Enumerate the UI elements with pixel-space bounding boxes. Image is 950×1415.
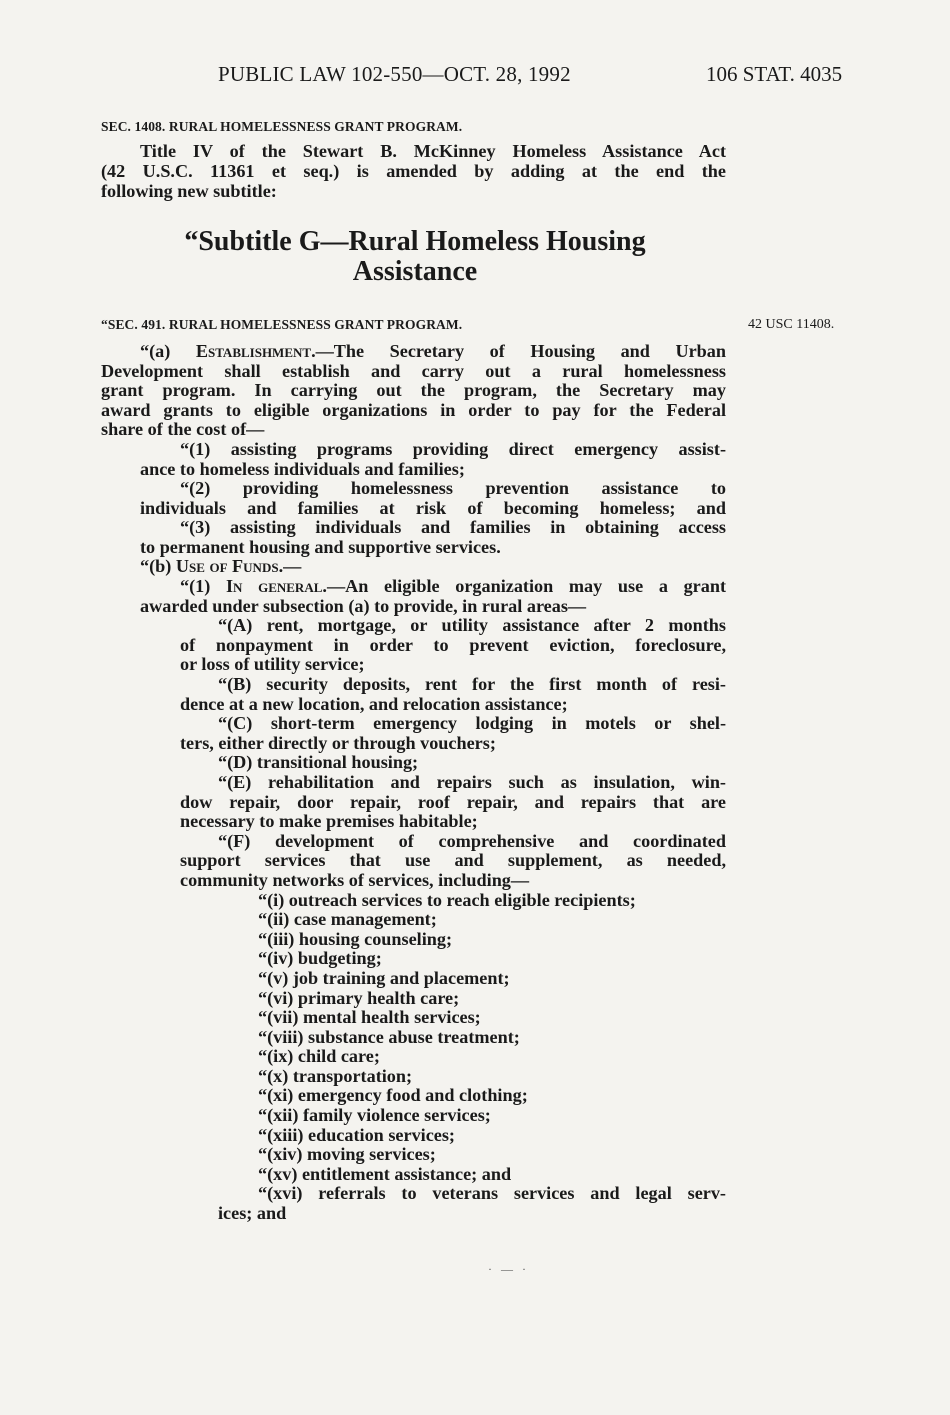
- item-xiv: “(xiv) moving services;: [258, 1144, 436, 1164]
- paragraph-b1-line-2: awarded under subsection (a) to provide, in rural areas—: [140, 596, 587, 616]
- item-v: “(v) job training and placement;: [258, 968, 510, 988]
- paragraph-2-line-1: “(2) providing homelessness prevention assistance to: [180, 478, 726, 498]
- paragraph-1-line-1: “(1) assisting programs providing direct emergency assist-: [180, 439, 726, 459]
- item-ii: “(ii) case management;: [258, 909, 437, 929]
- item-iv: “(iv) budgeting;: [258, 948, 382, 968]
- margin-citation: 42 USC 11408.: [748, 317, 835, 332]
- section-491-heading: “SEC. 491. RURAL HOMELESSNESS GRANT PROGRAM.: [101, 317, 463, 332]
- clause-F-line-2: support services that use and supplement, as needed,: [180, 850, 726, 870]
- paragraph-3-line-2: to permanent housing and supportive services.: [140, 537, 501, 557]
- item-x: “(x) transportation;: [258, 1066, 413, 1086]
- clause-D: “(D) transitional housing;: [218, 752, 419, 772]
- clause-B-line-1: “(B) security deposits, rent for the first month of resi-: [218, 674, 726, 694]
- clause-E-line-1: “(E) rehabilitation and repairs such as insulation, win-: [218, 772, 726, 792]
- paragraph-2-line-2: individuals and families at risk of becoming homeless; and: [140, 498, 726, 518]
- paragraph-1-line-2: ance to homeless individuals and families;: [140, 459, 465, 479]
- item-xv: “(xv) entitlement assistance; and: [258, 1164, 512, 1184]
- item-xiii: “(xiii) education services;: [258, 1125, 455, 1145]
- clause-A-line-1: “(A) rent, mortgage, or utility assistance after 2 months: [218, 615, 726, 635]
- paragraph-b1-line-1: “(1) In general.—An eligible organization may use a grant: [180, 576, 727, 596]
- subsection-a-caption: Establishment: [195, 341, 312, 361]
- clause-E-line-2: dow repair, door repair, roof repair, and repairs that are: [180, 792, 726, 812]
- subsection-a-line-3: grant program. In carrying out the program, the Secretary may: [101, 380, 726, 400]
- subsection-a-line-1: “(a) Establishment.—The Secretary of Housing and Urban: [140, 341, 726, 361]
- item-xvi-line-2: ices; and: [218, 1203, 287, 1223]
- clause-F-line-1: “(F) development of comprehensive and coordinated: [218, 831, 726, 851]
- section-1408-line-2: (42 U.S.C. 11361 et seq.) is amended by adding at the end the: [101, 161, 726, 181]
- running-header-left: PUBLIC LAW 102-550—OCT. 28, 1992: [218, 62, 571, 86]
- subsection-b-caption: Use of Funds: [175, 556, 279, 576]
- clause-B-line-2: dence at a new location, and relocation assistance;: [180, 694, 568, 714]
- paragraph-3-line-1: “(3) assisting individuals and families in obtaining access: [180, 517, 726, 537]
- clause-A-line-3: or loss of utility service;: [180, 654, 365, 674]
- item-ix: “(ix) child care;: [258, 1046, 380, 1066]
- item-vi: “(vi) primary health care;: [258, 988, 460, 1008]
- clause-E-line-3: necessary to make premises habitable;: [180, 811, 478, 831]
- clause-F-line-3: community networks of services, including—: [180, 870, 530, 890]
- item-vii: “(vii) mental health services;: [258, 1007, 481, 1027]
- subtitle-heading-line-1: “Subtitle G—Rural Homeless Housing: [184, 226, 646, 257]
- section-1408-line-1: Title IV of the Stewart B. McKinney Homeless Assistance Act: [140, 141, 726, 161]
- section-1408-line-3: following new subtitle:: [101, 181, 277, 201]
- clause-C-line-2: ters, either directly or through vouchers;: [180, 733, 496, 753]
- subsection-a-line-5: share of the cost of—: [101, 419, 265, 439]
- scan-mark: · — ·: [488, 1262, 529, 1276]
- running-header-right: 106 STAT. 4035: [706, 62, 843, 86]
- item-xi: “(xi) emergency food and clothing;: [258, 1085, 528, 1105]
- item-xvi-line-1: “(xvi) referrals to veterans services and legal serv-: [258, 1183, 726, 1203]
- clause-C-line-1: “(C) short-term emergency lodging in motels or shel-: [218, 713, 726, 733]
- section-1408-heading: SEC. 1408. RURAL HOMELESSNESS GRANT PROGRAM.: [101, 119, 463, 134]
- subsection-a-line-2: Development shall establish and carry out a rural homelessness: [101, 361, 726, 381]
- item-xii: “(xii) family violence services;: [258, 1105, 491, 1125]
- subsection-b-heading: “(b) Use of Funds.—: [140, 556, 302, 576]
- item-i: “(i) outreach services to reach eligible recipients;: [258, 890, 636, 910]
- item-iii: “(iii) housing counseling;: [258, 929, 453, 949]
- clause-A-line-2: of nonpayment in order to prevent eviction, foreclosure,: [180, 635, 726, 655]
- subsection-a-line-4: award grants to eligible organizations in order to pay for the Federal: [101, 400, 726, 420]
- paragraph-b1-caption: In general: [225, 576, 323, 596]
- subtitle-heading-line-2: Assistance: [352, 256, 478, 287]
- item-viii: “(viii) substance abuse treatment;: [258, 1027, 520, 1047]
